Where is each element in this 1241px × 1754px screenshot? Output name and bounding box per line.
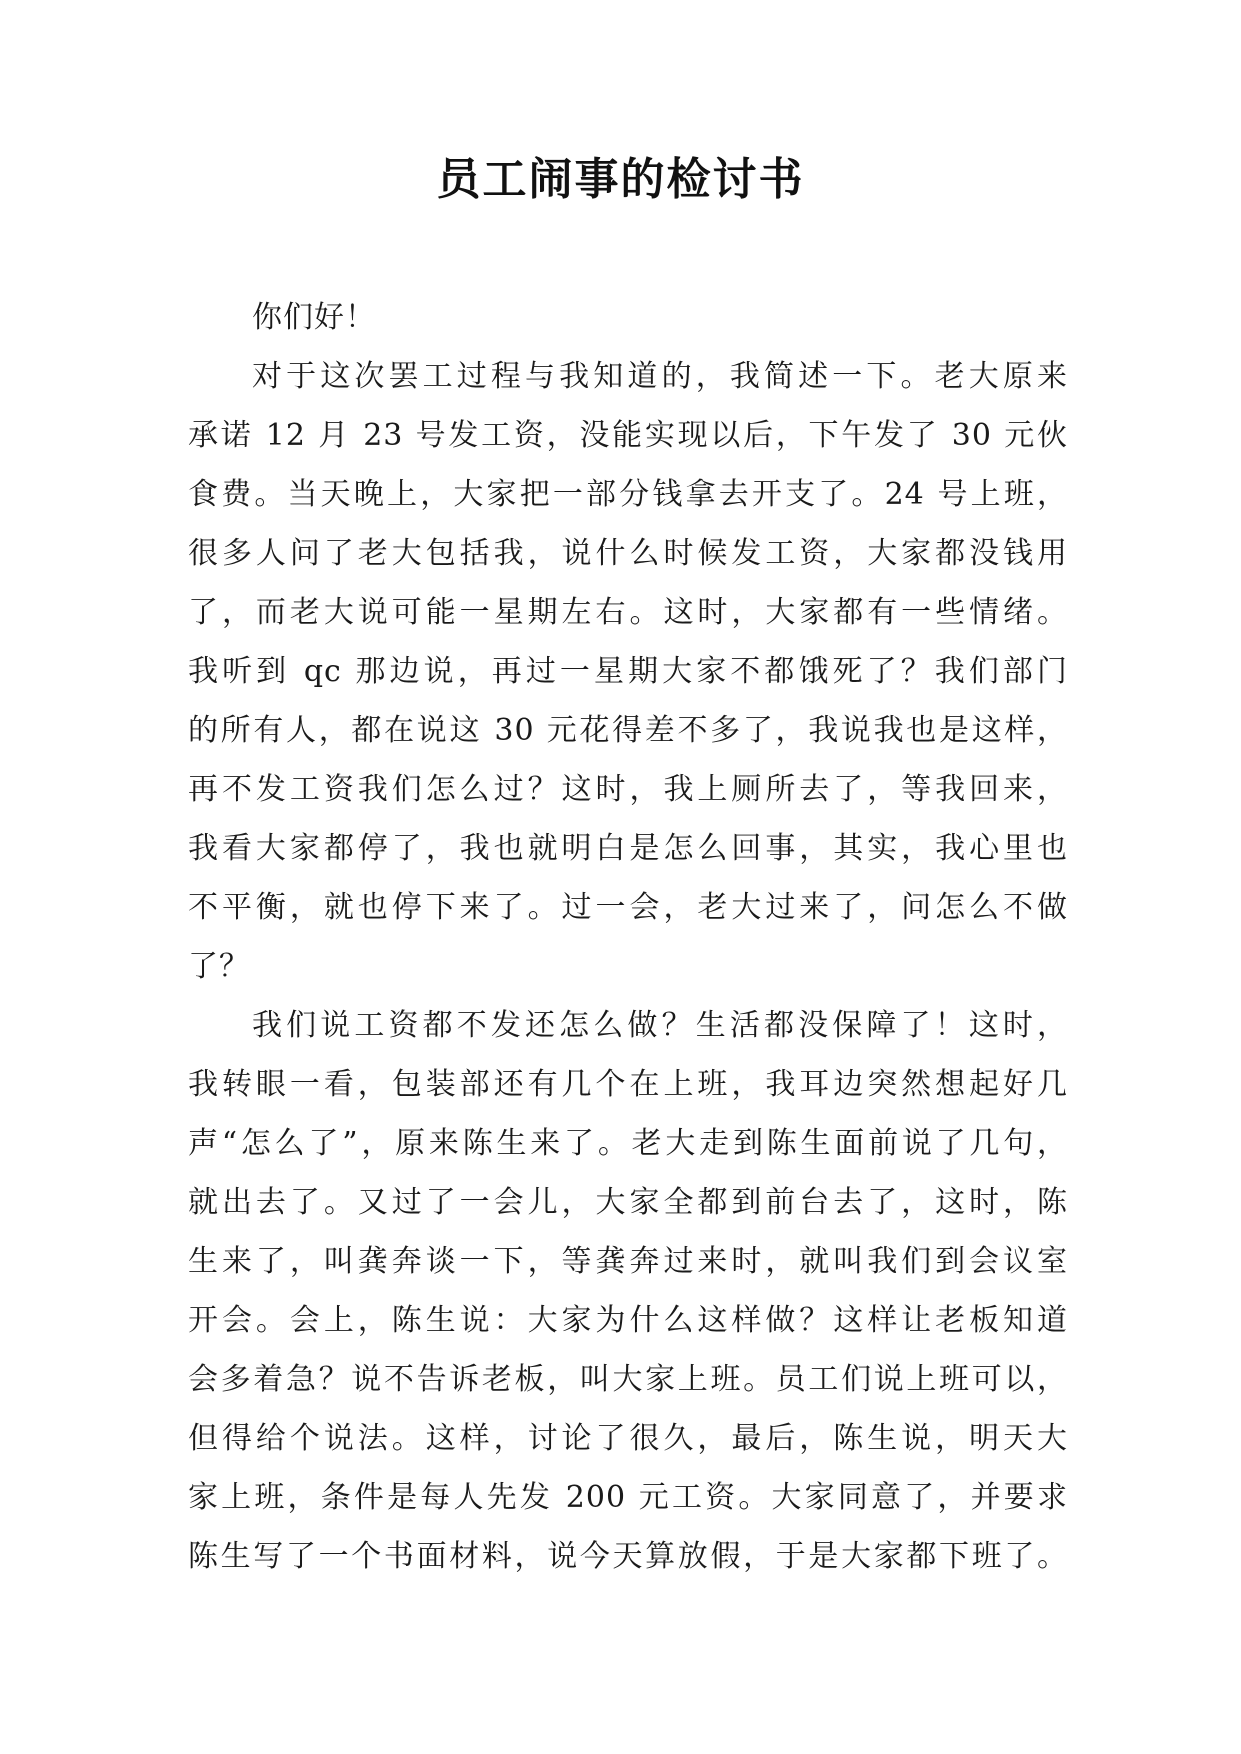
paragraph-line: 再不发工资我们怎么过？这时，我上厕所去了，等我回来， bbox=[188, 772, 1068, 807]
document-title: 员工闹事的检讨书 bbox=[436, 154, 805, 205]
paragraph-line: 我看大家都停了，我也就明白是怎么回事，其实，我心里也 bbox=[188, 831, 1068, 866]
paragraph-line: 很多人问了老大包括我，说什么时候发工资，大家都没钱用 bbox=[188, 536, 1068, 571]
paragraph-line: 会多着急？说不告诉老板，叫大家上班。员工们说上班可以， bbox=[188, 1362, 1068, 1397]
paragraph-line: 就出去了。又过了一会儿，大家全都到前台去了，这时，陈 bbox=[188, 1185, 1068, 1220]
paragraph-line: 我听到 qc 那边说，再过一星期大家不都饿死了？我们部门 bbox=[188, 654, 1068, 689]
paragraph-line: 承诺 12 月 23 号发工资，没能实现以后，下午发了 30 元伙 bbox=[188, 418, 1068, 453]
paragraph-line: 食费。当天晚上，大家把一部分钱拿去开支了。24 号上班， bbox=[188, 477, 1068, 512]
paragraph-line: 陈生写了一个书面材料，说今天算放假，于是大家都下班了。 bbox=[188, 1539, 1068, 1574]
paragraph-line: 了，而老大说可能一星期左右。这时，大家都有一些情绪。 bbox=[188, 595, 1068, 630]
paragraph-line: 但得给个说法。这样，讨论了很久，最后，陈生说，明天大 bbox=[188, 1421, 1068, 1456]
paragraph-line: 了？ bbox=[188, 949, 250, 984]
paragraph-line: 声“怎么了”，原来陈生来了。老大走到陈生面前说了几句， bbox=[188, 1126, 1068, 1161]
paragraph-line: 我们说工资都不发还怎么做？生活都没保障了！这时， bbox=[252, 1008, 1068, 1043]
greeting-line: 你们好！ bbox=[252, 300, 376, 335]
paragraph-line: 对于这次罢工过程与我知道的，我简述一下。老大原来 bbox=[252, 359, 1068, 394]
paragraph-line: 不平衡，就也停下来了。过一会，老大过来了，问怎么不做 bbox=[188, 890, 1068, 925]
paragraph-line: 我转眼一看，包装部还有几个在上班，我耳边突然想起好几 bbox=[188, 1067, 1068, 1102]
paragraph-line: 开会。会上，陈生说：大家为什么这样做？这样让老板知道 bbox=[188, 1303, 1068, 1338]
paragraph-line: 的所有人，都在说这 30 元花得差不多了，我说我也是这样， bbox=[188, 713, 1068, 748]
document-body bbox=[188, 288, 1068, 1586]
paragraph-line: 生来了，叫龚奔谈一下，等龚奔过来时，就叫我们到会议室 bbox=[188, 1244, 1068, 1279]
paragraph-line: 家上班，条件是每人先发 200 元工资。大家同意了，并要求 bbox=[188, 1480, 1068, 1515]
